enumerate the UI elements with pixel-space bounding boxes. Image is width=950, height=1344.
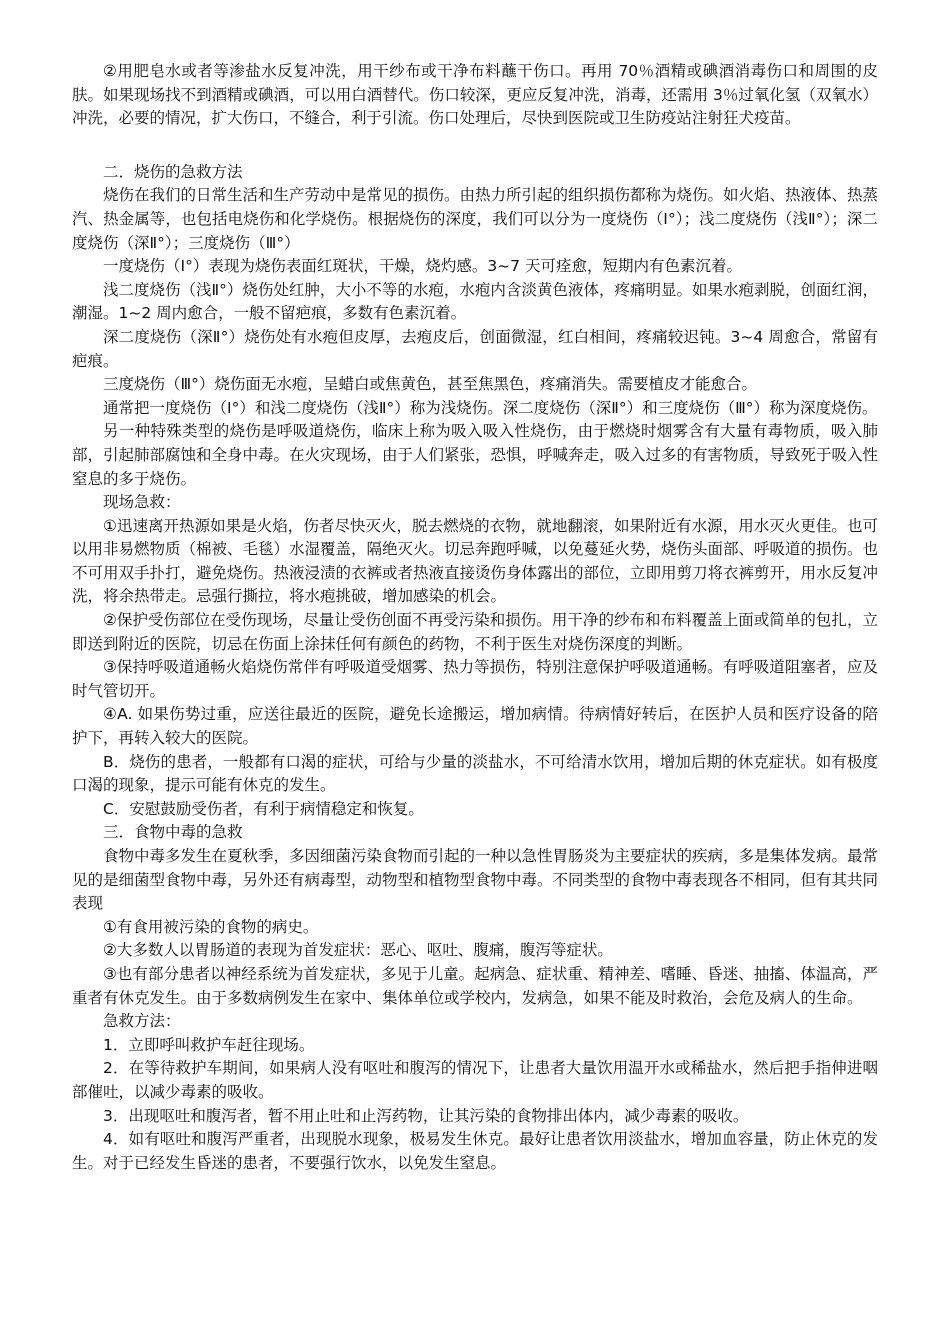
paragraph-leave-heat-source: ①迅速离开热源如果是火焰，伤者尽快灭火，脱去燃烧的衣物，就地翻滚，如果附近有水源，用水灭火更佳。也可以用非易燃物质（棉被、毛毯）水湿覆盖，隔绝灭火。切忌奔跑呼喊，以免蔓延火势，烧伤头面部、呼吸道的损伤。也不可用双手扑打，避免烧伤。热液浸渍的衣裤或者热液直接烫伤身体露出的部位，立即用剪刀将衣裤剪开，用水反复冲洗，将余热带走。忌强行撕拉，将水疱挑破，增加感染的机会。 — [72, 516, 879, 606]
paragraph-step-b: B．烧伤的患者，一般都有口渴的症状，可给与少量的淡盐水，不可给清水饮用，增加后期的休克症状。如有极度口渴的现象，提示可能有休克的发生。 — [72, 752, 878, 795]
paragraph-wound-cleaning: ②用肥皂水或者等渗盐水反复冲洗，用干纱布或干净布料蘸干伤口。再用 70％酒精或碘酒消毒伤口和周围的皮肤。如果现场找不到酒精或碘酒，可以用白酒替代。伤口较深，更应反复冲洗，消毒，还需用 3％过氧化氢（双氧水）冲洗，必要的情况，扩大伤口，不缝合，利于引流。伤口处理后，尽快到医院或卫生防疫站注射狂犬疫苗。 — [72, 62, 878, 128]
paragraph-food-poisoning-intro: 食物中毒多发生在夏秋季，多因细菌污染食物而引起的一种以急性胃肠炎为主要症状的疾病，多是集体发病。最常见的是细菌型食物中毒，另外还有病毒型，动物型和植物型食物中毒。不同类型的食物中毒表现各不相同，但有其共同表现 — [72, 847, 879, 913]
paragraph-symptom-2: ②大多数人以胃肠道的表现为首发症状：恶心、呕吐、腹痛，腹泻等症状。 — [103, 941, 613, 960]
paragraph-aid-step-1: 1．立即呼叫救护车赶往现场。 — [103, 1035, 315, 1054]
paragraph-third-degree: 三度烧伤（Ⅲ°）烧伤面无水疱，呈蜡白或焦黄色，甚至焦黑色，疼痛消失。需要植皮才能愈合。 — [103, 375, 757, 394]
document-page — [72, 60, 878, 1175]
paragraph-superficial-second-degree: 浅二度烧伤（浅Ⅱ°）烧伤处红肿，大小不等的水疱，水疱内含淡黄色液体，疼痛明显。如果水疱剥脱，创面红润，潮湿。1~2 周内愈合，一般不留疤痕，多数有色素沉着。 — [72, 280, 878, 323]
paragraph-keep-airway-clear: ③保持呼吸道通畅火焰烧伤常伴有呼吸道受烟雾、热力等损伤，特别注意保护呼吸道通畅。有呼吸道阻塞者，应及时气管切开。 — [72, 658, 878, 700]
paragraph-gap — [72, 131, 878, 161]
section-heading-burns: 二．烧伤的急救方法 — [103, 162, 243, 181]
paragraph-first-aid-label: 急救方法： — [103, 1012, 181, 1031]
paragraph-step-c: C．安慰鼓励受伤者，有利于病情稳定和恢复。 — [103, 799, 424, 818]
paragraph-symptom-1: ①有食用被污染的食物的病史。 — [103, 917, 319, 936]
paragraph-onsite-aid-label: 现场急救： — [103, 493, 181, 512]
section-heading-food-poisoning: 三．食物中毒的急救 — [103, 823, 243, 842]
paragraph-step-a: ④A. 如果伤势过重，应送往最近的医院，避免长途搬运，增加病情。待病情好转后，在医护人员和医疗设备的陪护下，再转入较大的医院。 — [72, 705, 878, 748]
paragraph-protect-injury: ②保护受伤部位在受伤现场，尽量让受伤创面不再受污染和损伤。用干净的纱布和布料覆盖上面或简单的包扎，立即送到附近的医院，切忌在伤面上涂抹任何有颜色的药物，不利于医生对烧伤深度的判断。 — [72, 611, 878, 653]
paragraph-aid-step-2: 2．在等待救护车期间，如果病人没有呕吐和腹泻的情况下，让患者大量饮用温开水或稀盐水，然后把手指伸进咽部催吐，以减少毒素的吸收。 — [72, 1059, 878, 1101]
paragraph-burns-intro: 烧伤在我们的日常生活和生产劳动中是常见的损伤。由热力所引起的组织损伤都称为烧伤。如火焰、热液体、热蒸汽、热金属等，也包括电烧伤和化学烧伤。根据烧伤的深度，我们可以分为一度烧伤（Ⅰ°）；浅二度烧伤（浅Ⅱ°）；深二度烧伤（深Ⅱ°）；三度烧伤（Ⅲ°） — [72, 186, 879, 252]
paragraph-burn-classification: 通常把一度烧伤（Ⅰ°）和浅二度烧伤（浅Ⅱ°）称为浅烧伤。深二度烧伤（深Ⅱ°）和三度烧伤（Ⅲ°）称为深度烧伤。 — [103, 398, 878, 417]
paragraph-symptom-3: ③也有部分患者以神经系统为首发症状，多见于儿童。起病急、症状重、精神差、嗜睡、昏迷、抽搐、体温高，严重者有休克发生。由于多数病例发生在家中、集体单位或学校内，发病急，如果不能及时救治，会危及病人的生命。 — [72, 964, 878, 1007]
paragraph-deep-second-degree: 深二度烧伤（深Ⅱ°）烧伤处有水疱但皮厚，去疱皮后，创面微湿，红白相间，疼痛较迟钝。3~4 周愈合，常留有疤痕。 — [72, 327, 878, 370]
paragraph-aid-step-4: 4．如有呕吐和腹泻严重者，出现脱水现象，极易发生休克。最好让患者饮用淡盐水，增加血容量，防止休克的发生。对于已经发生昏迷的患者，不要强行饮水，以免发生窒息。 — [72, 1130, 878, 1172]
paragraph-first-degree: 一度烧伤（Ⅰ°）表现为烧伤表面红斑状，干燥，烧灼感。3~7 天可痊愈，短期内有色素沉着。 — [103, 257, 742, 276]
paragraph-inhalation-burn: 另一种特殊类型的烧伤是呼吸道烧伤，临床上称为吸入吸入性烧伤，由于燃烧时烟雾含有大量有毒物质，吸入肺部，引起肺部腐蚀和全身中毒。在火灾现场，由于人们紧张，恐惧，呼喊奔走，吸入过多的有害物质，导致死于吸入性窒息的多于烧伤。 — [72, 422, 879, 488]
paragraph-aid-step-3: 3．出现呕吐和腹泻者，暂不用止吐和止泻药物，让其污染的食物排出体内，减少毒素的吸收。 — [103, 1106, 749, 1125]
